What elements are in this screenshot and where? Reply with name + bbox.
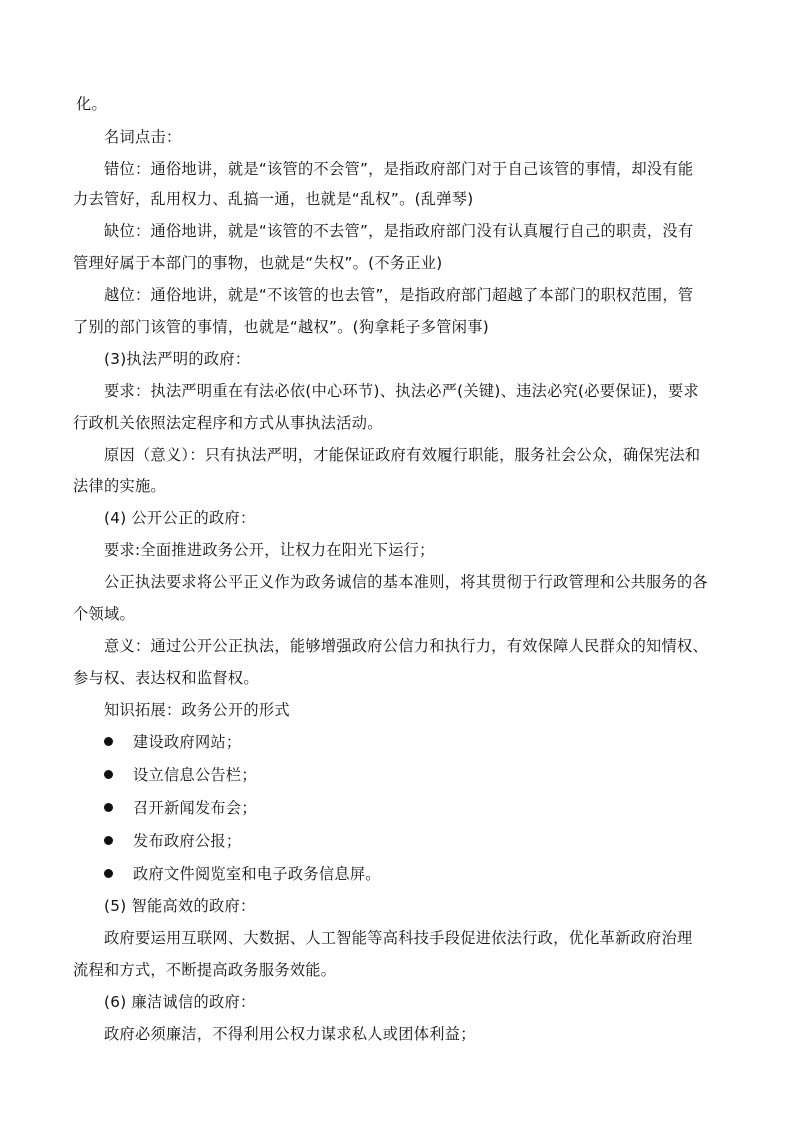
section-heading: (6) 廉洁诚信的政府： (104, 993, 256, 1011)
text-line: 参与权、表达权和监督权。 (73, 669, 259, 687)
bullet-icon (104, 737, 113, 746)
section-heading: 名词点击： (104, 128, 182, 146)
list-item-text: 召开新闻发布会； (133, 799, 257, 817)
text-line: 公正执法要求将公平正义作为政务诚信的基本准则，将其贯彻于行政管理和公共服务的各 (104, 573, 709, 591)
text-line: 行政机关依照法定程序和方式从事执法活动。 (73, 414, 383, 432)
list-item-text: 建设政府网站； (133, 733, 242, 751)
text-line: 管理好属于本部门的事物，也就是“失权”。(不务正业) (73, 254, 443, 272)
text-line: 知识拓展：政务公开的形式 (104, 701, 290, 719)
text-line: 意义：通过公开公正执法，能够增强政府公信力和执行力，有效保障人民群众的知情权、 (104, 637, 709, 655)
text-line: 流程和方式，不断提高政务服务效能。 (73, 961, 337, 979)
text-line: 缺位：通俗地讲，就是“该管的不去管”，是指政府部门没有认真履行自己的职责，没有 (104, 222, 694, 240)
list-item-text: 政府文件阅览室和电子政务信息屏。 (133, 865, 381, 883)
text-line: 个领域。 (73, 605, 135, 623)
text-line: 政府要运用互联网、大数据、人工智能等高科技手段促进依法行政，优化革新政府治理 (104, 929, 693, 947)
list-item-text: 发布政府公报； (133, 832, 242, 850)
bullet-icon (104, 869, 113, 878)
section-heading: (5) 智能高效的政府： (104, 897, 256, 915)
text-line: 力去管好，乱用权力、乱搞一通，也就是“乱权”。(乱弹琴) (73, 190, 474, 208)
bullet-icon (104, 803, 113, 812)
text-line: 政府必须廉洁，不得利用公权力谋求私人或团体利益； (104, 1025, 476, 1043)
section-heading: (4) 公开公正的政府： (104, 509, 256, 527)
text-line: 越位：通俗地讲，就是“不该管的也去管”，是指政府部门超越了本部门的职权范围，管 (104, 286, 694, 304)
text-line: 原因（意义）：只有执法严明，才能保证政府有效履行职能，服务社会公众，确保宪法和 (104, 446, 701, 464)
bullet-icon (104, 770, 113, 779)
list-item-text: 设立信息公告栏； (133, 766, 257, 784)
text-line: 了别的部门该管的事情，也就是“越权”。(狗拿耗子多管闲事) (73, 318, 489, 336)
section-heading: (3)执法严明的政府： (104, 350, 251, 368)
text-line: 法律的实施。 (73, 477, 166, 495)
bullet-icon (104, 836, 113, 845)
text-line: 要求:全面推进政务公开，让权力在阳光下运行； (104, 541, 435, 559)
text-line: 化。 (76, 95, 107, 113)
text-line: 要求：执法严明重在有法必依(中心环节)、执法必严(关键)、违法必究(必要保证)，要求 (104, 382, 699, 400)
text-line: 错位：通俗地讲，就是“该管的不会管”，是指政府部门对于自己该管的事情，却没有能 (104, 160, 694, 178)
